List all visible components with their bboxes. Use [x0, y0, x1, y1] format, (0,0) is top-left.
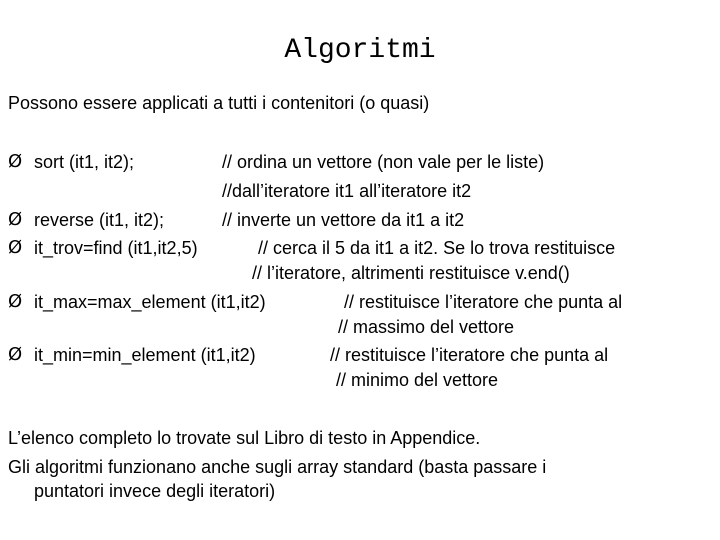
item-find-code: it_trov=find (it1,it2,5): [34, 238, 198, 258]
bullet-arrow-icon: Ø: [8, 344, 23, 365]
footer-line-2: Gli algoritmi funzionano anche sugli array standard (basta passare i: [8, 457, 547, 477]
bullet-arrow-icon: Ø: [8, 291, 23, 312]
bullet-arrow-icon: Ø: [8, 237, 23, 258]
item-sort-comment-1: // ordina un vettore (non vale per le liste): [222, 152, 545, 172]
item-max-code: it_max=max_element (it1,it2): [34, 292, 266, 312]
item-min-comment-1: // restituisce l’iteratore che punta al: [330, 345, 609, 365]
item-sort-code: sort (it1, it2);: [34, 152, 135, 172]
item-reverse-comment-1: // inverte un vettore da it1 a it2: [222, 210, 465, 230]
item-find-comment-1: // cerca il 5 da it1 a it2. Se lo trova restituisce: [258, 238, 616, 258]
footer-line-3: puntatori invece degli iteratori): [34, 481, 276, 501]
bullet-arrow-icon: Ø: [8, 151, 23, 172]
item-sort-comment-2: //dall’iteratore it1 all’iteratore it2: [222, 181, 472, 201]
item-max-comment-2: // massimo del vettore: [338, 317, 515, 337]
footer-line-1: L’elenco completo lo trovate sul Libro di testo in Appendice.: [8, 428, 481, 448]
intro-text: Possono essere applicati a tutti i contenitori (o quasi): [8, 93, 430, 113]
item-max-comment-1: // restituisce l’iteratore che punta al: [344, 292, 623, 312]
bullet-arrow-icon: Ø: [8, 209, 23, 230]
slide-title: Algoritmi: [284, 35, 436, 66]
item-reverse-code: reverse (it1, it2);: [34, 210, 165, 230]
item-min-comment-2: // minimo del vettore: [336, 370, 499, 390]
item-min-code: it_min=min_element (it1,it2): [34, 345, 256, 365]
item-find-comment-2: // l’iteratore, altrimenti restituisce v.end(): [252, 263, 570, 283]
